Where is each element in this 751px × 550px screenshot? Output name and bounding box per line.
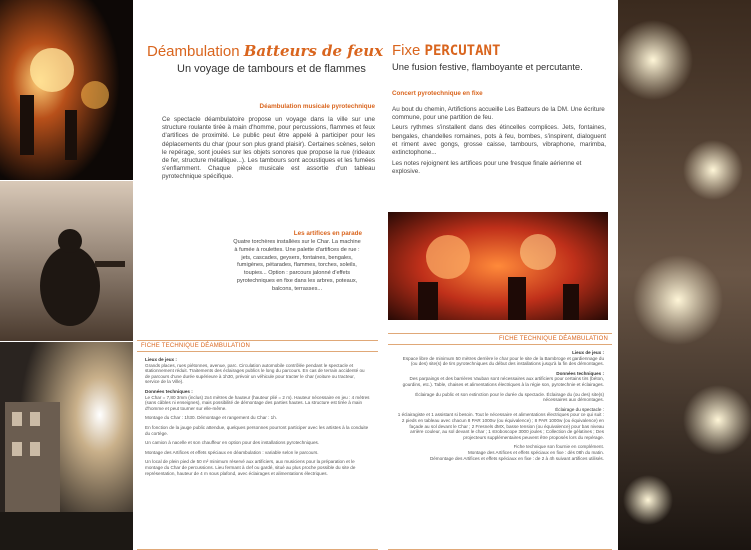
right-eclairage-head: Éclairage du spectacle :	[555, 406, 604, 412]
right-donnees-head: Données techniques :	[556, 370, 604, 376]
right-body-1: Au bout du chemin, Artifictions accueille Les Batteurs de la DM. Une écriture commune, pour une partition de feu.	[392, 106, 605, 122]
right-lieu-body: Espace libre de minimum 50 mètres derrière le char pour le site de la Bambroge et gardiennage du (ou des) site(s) de tirs pyrotechniques du début des installations jusqu'à la fin des démontages.	[402, 355, 604, 367]
right-title	[392, 42, 614, 72]
right-title-text: Fixe PERCUTANT	[392, 42, 501, 59]
right-section	[392, 90, 606, 177]
right-tech-sheet	[388, 333, 612, 550]
left-section-body: Ce spectacle déambulatoire propose un voyage dans la ville sur une structure roulante tirée à main d'homme, pour percussions, flammes et feux d'artifices de proximité. Le public peut être appelé à participer pour les déplacements du char (pour son plus grand plaisir). Certaines scènes, selon le repérage, sont jouées sur les objets sonores que propose la rue (rideaux de fer, structure métallique...). Les tambours sont acoustiques et les fumées s'enflamment. Chaque pièce musicale est assortie d'un tableau pyrotechnique spécifique.	[162, 116, 375, 181]
right-eclairage: Éclairage du public et son extinction pour le durée du spectacle. Éclairage du (ou des) site(s) nécessaires aux démontages.	[415, 391, 604, 403]
left-section	[162, 103, 375, 182]
left-title-text: Déambulation Batteurs de feux	[147, 42, 384, 60]
photo-fire-drummers-top	[0, 0, 133, 180]
photo-street-fireworks	[0, 342, 133, 550]
right-body-3: Les notes rejoignent les artifices pour une fresque finale aérienne et explosive.	[392, 160, 582, 176]
left-camion: Un camion à nacelle et son chauffeur en option pour des installations pyrotechniques.	[145, 440, 320, 446]
right-subtitle: Une fusion festive, flamboyante et percutante.	[392, 61, 583, 72]
artifices-block	[232, 230, 362, 294]
left-local: Un local de plein pied de 50 m² minimum réservé aux artificiers, aux musiciens pour la préparation et le montage du Char de percussions. Lieu fermant à clef ou gardé, situé au plus proche possible du site de représentation, hauteur de 4 m sous plafond, avec éclairages et alimentations électriques.	[145, 459, 356, 476]
left-subtitle: Un voyage de tambours et de flammes	[177, 63, 366, 75]
left-tech-sheet	[137, 340, 378, 550]
left-montage: Montage du Char : 1h30. Démontage et rangement du Char : 1h.	[145, 415, 278, 421]
right-tech-sheet-head: FICHE TECHNIQUE DÉAMBULATION	[388, 334, 612, 345]
left-title	[147, 42, 384, 75]
photo-fixed-concert	[388, 212, 608, 320]
left-donnees-body: Le Char = 7,80 3mm (inclus) 2x4 mètres de hauteur (hauteur plié = 2 m). Hauteur nécessaire en jeu : 4 mètres (sans câbles ni enseignes), mais possibilité de démontage des parties hautes. La structure est tirée à main d'homme et peut tourner sur elle-même.	[145, 394, 370, 411]
left-montage-artifices: Montage des Artifices et effets spéciaux en déambulation : variable selon le parcours.	[145, 449, 319, 455]
artifices-head: Les artifices en parade	[293, 230, 362, 237]
right-body-2: Leurs rythmes s'installent dans des étincelles complices. Jets, fontaines, bengales, chandelles romaines, pots à feu, bombes, s'inspirent, dialoguent et riment avec gongs, grosse caisse, tambours, vibraphone, marimba, extinctophone...	[392, 124, 606, 157]
right-fiche-son: Fiche technique son fournie en complément.	[513, 444, 604, 450]
photo-fire-sparks-right	[618, 0, 751, 550]
left-donnees-head: Données techniques :	[145, 388, 193, 394]
artifices-body: Quatre torchères installées sur le Char. La machine à fumée à roulettes. Une palette d'artifices de rue : jets, cascades, geysers, fontaines, bengales, fumigènes, pétarades, flammes, torches, soleils, toupies... Option : parcours jalonné d'effets pyrotechniques en fixe dans les arbres, poteaux, balcons, terrasses...	[233, 239, 361, 292]
left-section-head: Déambulation musicale pyrotechnique	[259, 103, 375, 110]
right-lieu-head: Lieux de jeux :	[572, 350, 604, 355]
left-lieu-head: Lieux de jeux :	[145, 357, 177, 362]
left-public: En fonction de la jauge public attendue, quelques personnes pourront participer avec les artistes à la conduite du cortège.	[145, 424, 369, 436]
right-donnees-body: Des parpaings et des barrières Vauban sont nécessaires aux artificiers pour certains tirs (béton, gourdins, etc.). Table, chaises et alimentations électriques à la régie son, pyrotechnie et éclairages.	[402, 376, 604, 387]
left-tech-sheet-head: FICHE TECHNIQUE DÉAMBULATION	[137, 341, 378, 352]
photo-drummer-silhouette	[0, 181, 133, 341]
right-section-head: Concert pyrotechnique en fixe	[392, 90, 483, 97]
right-demontage: Démontage des Artifices et effets spéciaux en fixe : de 2 à 4h suivant artifices utilisés.	[429, 455, 604, 461]
right-eclairage-body: 1 éclairagiste et 1 assistant si besoin. Tout le nécessaire et alimentations électriques pour ce qui suit : 2 pieds en tableau avec chacun 8 PAR 1000w (ou équivalence) ; 8 PAR 1000w (ou équivalence) en façade au sol devant le Char ; 2 Fresnels dMX, basse tension (ou équivalence) pour bas niveau arrière couleur, au sol devant le char ; 1 stroboscope 3000 joules ; Collection de gélatines ; Des projecteurs supplémentaires peuvent être proposés lors du repérage.	[397, 412, 604, 440]
left-lieu-body: Grands places, rues piétonnes, avenue, parc. Circulation automobile contrôlée pendant le spectacle et stationnement réduit. Traitements des éclairages publics le long du parcours. En cas de terrain accidenté ou de parcours d'une durée supérieure à 1h30, prévoir un véhicule pour tracter le char (voiture ou tracteur, service de la Ville).	[145, 362, 365, 385]
right-montage: Montage des Artifices et effets spéciaux en fixe : dès 08h du matin.	[467, 449, 604, 455]
